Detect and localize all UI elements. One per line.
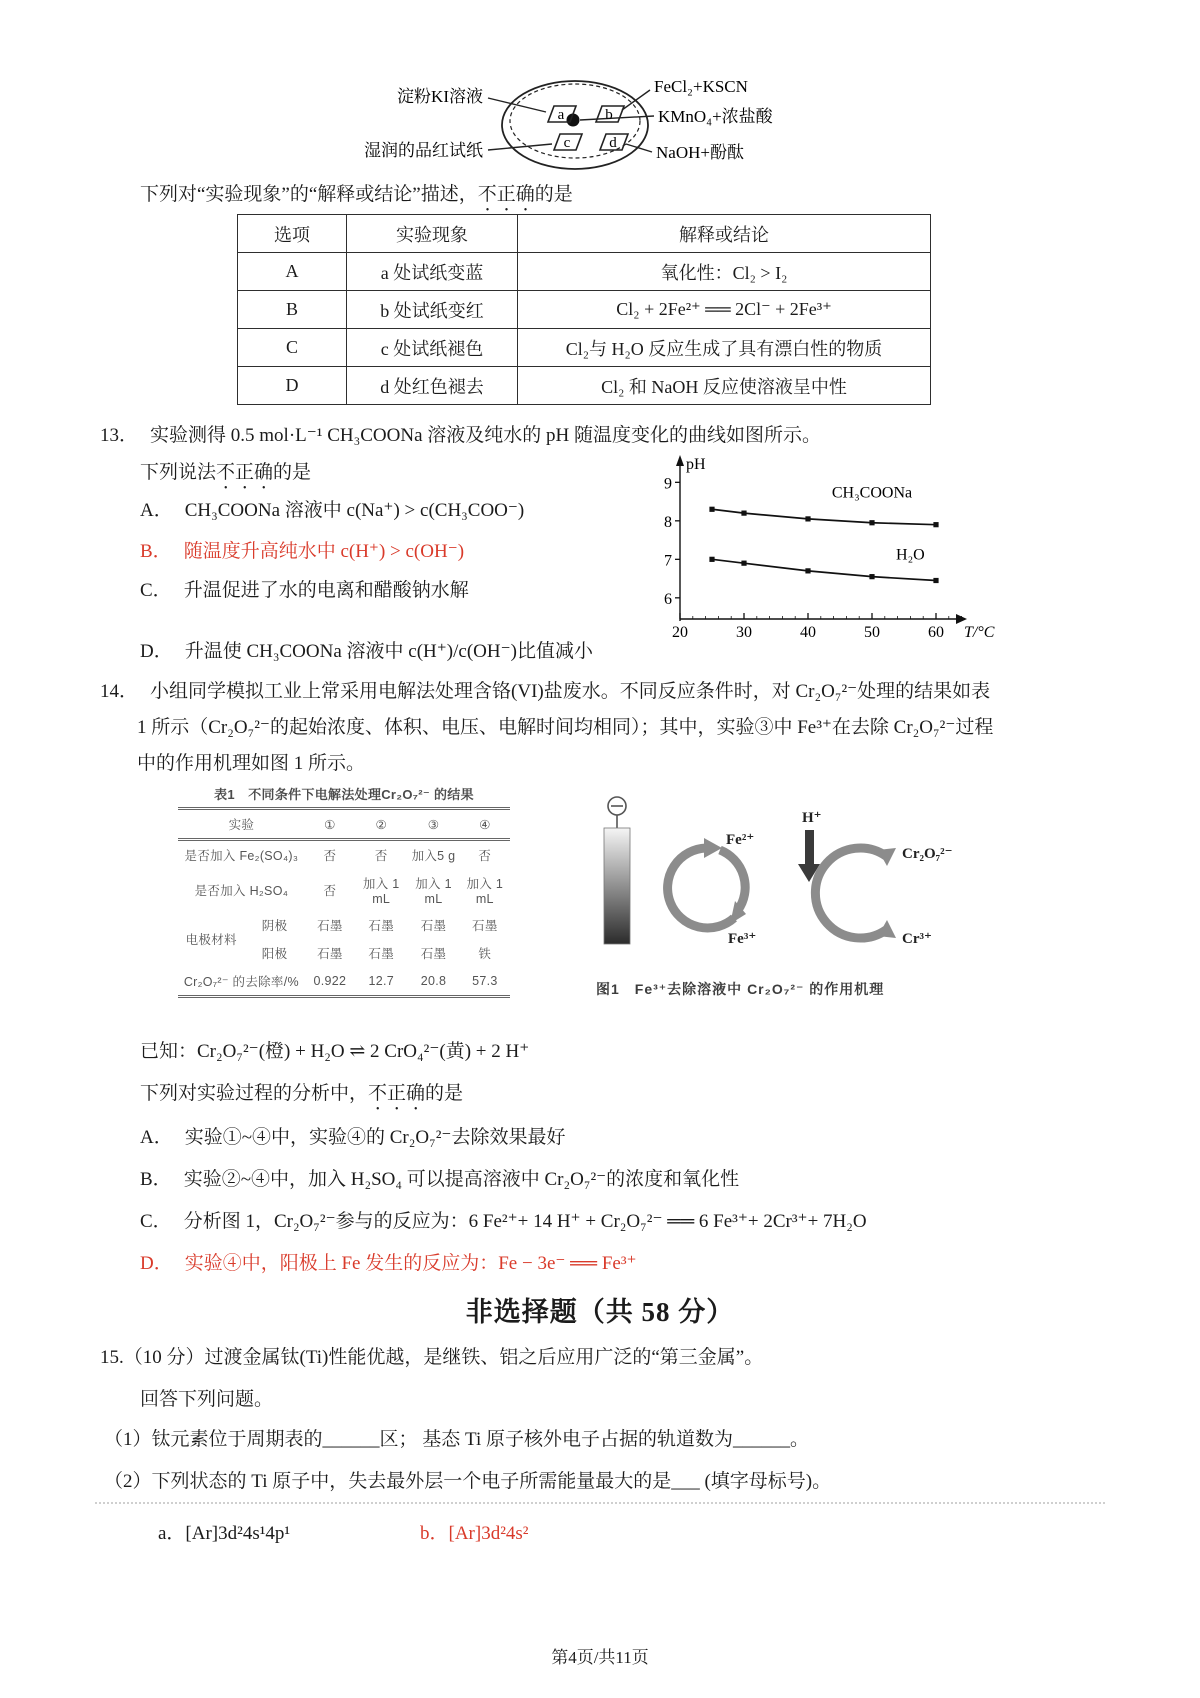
q13-stem-text: 实验测得 0.5 mol·L⁻¹ CH₃COONa 溶液及纯水的 pH 随温度变化的曲线如图所示。 — [150, 425, 821, 446]
q15-item2: （2）下列状态的 Ti 原子中，失去最外层一个电子所需能量最大的是___ (填字母标号)。 — [104, 1471, 832, 1492]
svg-text:40: 40 — [800, 624, 816, 641]
label-starch-ki: 淀粉KI溶液 — [397, 87, 483, 106]
cr2o7-label: Cr₂O₇²⁻ — [902, 846, 953, 862]
q14-prompt-before: 下列对实验过程的分析中， — [140, 1083, 369, 1104]
q12-prompt-before: 下列对“实验现象”的“解释或结论”描述， — [140, 184, 478, 205]
cell: 加入 1 mL — [415, 877, 452, 906]
cell: 石墨 — [368, 947, 394, 961]
cr3-label: Cr³⁺ — [902, 931, 932, 947]
q13-prompt-before: 下列说法 — [140, 462, 217, 483]
row-label: Cr₂O₇²⁻ 的去除率/% — [183, 975, 299, 989]
option-text: 升温使 CH₃COONa 溶液中 c(H⁺)/c(OH⁻)比值减小 — [184, 641, 593, 662]
spot-d-label: d — [609, 135, 617, 151]
table-row — [238, 253, 931, 291]
q14-prompt-emphasis: 不正确 — [368, 1083, 426, 1104]
cell-phenomenon-c: c 处试纸褪色 — [347, 329, 518, 367]
q15-option-a: a．[Ar]3d²4s¹4p¹ — [158, 1523, 291, 1544]
option-text: CH₃COONa 溶液中 c(Na⁺) > c(CH₃COO⁻) — [184, 500, 525, 521]
fe2-label: Fe²⁺ — [726, 832, 755, 848]
q14-prompt-after: 的是 — [425, 1083, 464, 1104]
table1-row-h2so4 — [178, 869, 510, 911]
table1-col-3: ③ — [407, 809, 459, 840]
cell: 否 — [374, 849, 388, 863]
fig1-figure — [588, 788, 1013, 999]
q13-number: 13． — [100, 425, 139, 446]
table-row — [238, 329, 931, 367]
option-text: 实验①~④中，实验④的 Cr₂O₇²⁻去除效果最好 — [184, 1127, 566, 1148]
dotted-separator — [95, 1502, 1105, 1504]
row-label: 是否加入 H₂SO₄ — [194, 884, 289, 898]
table1 — [178, 807, 510, 998]
cell: 否 — [478, 849, 492, 863]
ph-chart — [650, 443, 995, 655]
q12-prompt — [140, 183, 573, 216]
q14-number: 14． — [100, 681, 139, 702]
col-header-explanation: 解释或结论 — [518, 215, 931, 253]
table1-header-row — [178, 809, 510, 840]
cell: 12.7 — [368, 974, 394, 988]
q14-known-equation: 已知：Cr₂O₇²⁻(橙) + H₂O ⇌ 2 CrO₄²⁻(黄) + 2 H⁺ — [140, 1041, 530, 1062]
option-text: 升温促进了水的电离和醋酸钠水解 — [183, 580, 469, 601]
q12-answer-table — [237, 214, 931, 405]
option-label: C． — [140, 580, 172, 601]
cell-phenomenon-d: d 处红色褪去 — [347, 367, 518, 405]
apparatus-diagram — [330, 68, 810, 182]
svg-text:8: 8 — [664, 513, 672, 531]
row-label: 阳极 — [261, 947, 288, 961]
option-label: A． — [140, 1127, 173, 1148]
fig1-diagram — [588, 788, 1008, 966]
cell: 否 — [323, 849, 337, 863]
col-header-phenomenon: 实验现象 — [347, 215, 518, 253]
cell: 石墨 — [368, 919, 394, 933]
cell-phenomenon-a: a 处试纸变蓝 — [347, 253, 518, 291]
option-label: A． — [140, 500, 173, 521]
table1-row-cathode — [178, 911, 510, 939]
q14-option-d — [140, 1252, 637, 1276]
q14-stem-line3: 中的作用机理如图 1 所示。 — [137, 753, 366, 774]
svg-text:pH: pH — [686, 456, 706, 473]
label-kmno4-hcl: KMnO₄+浓盐酸 — [658, 107, 773, 126]
option-text: 实验②~④中，加入 H₂SO₄ 可以提高溶液中 Cr₂O₇²⁻的浓度和氧化性 — [183, 1169, 740, 1190]
cell-option-a: A — [238, 253, 347, 291]
cell: 石墨 — [317, 919, 343, 933]
cell: 57.3 — [472, 974, 498, 988]
svg-text:60: 60 — [928, 624, 944, 641]
q15-line2: 回答下列问题。 — [140, 1389, 274, 1410]
q13-prompt — [140, 461, 311, 494]
q15-stem: 15.（10 分）过渡金属钛(Ti)性能优越，是继铁、铝之后应用广泛的“第三金属”。 — [100, 1347, 764, 1368]
cell-explanation-b: Cl₂ + 2Fe²⁺ ══ 2Cl⁻ + 2Fe³⁺ — [518, 291, 931, 329]
option-text: 随温度升高纯水中 c(H⁺) > c(OH⁻) — [183, 541, 465, 562]
table-header-row — [238, 215, 931, 253]
svg-text:20: 20 — [672, 624, 688, 641]
cell-explanation-d: Cl₂ 和 NaOH 反应使溶液呈中性 — [518, 367, 931, 405]
row-label: 阴极 — [261, 919, 288, 933]
q14-stem-line1 — [100, 680, 990, 704]
cell-option-b: B — [238, 291, 347, 329]
option-text: 实验④中，阳极上 Fe 发生的反应为：Fe − 3e⁻ ══ Fe³⁺ — [184, 1253, 637, 1274]
option-label: B． — [140, 541, 172, 562]
q13-option-b — [140, 540, 464, 564]
table-row — [238, 291, 931, 329]
cell: 石墨 — [420, 919, 447, 933]
table1-col-1: ① — [305, 809, 355, 840]
spot-c-label: c — [563, 135, 571, 151]
option-label: B． — [140, 1169, 172, 1190]
svg-text:CH₃COONa: CH₃COONa — [831, 484, 913, 502]
table1-row-removal — [178, 967, 510, 997]
col-header-option: 选项 — [238, 215, 347, 253]
cell-phenomenon-b: b 处试纸变红 — [347, 291, 518, 329]
option-text: 分析图 1，Cr₂O₇²⁻参与的反应为：6 Fe²⁺+ 14 H⁺ + Cr₂O₇²⁻ ══ 6 Fe³⁺+ 2Cr³⁺+ 7H₂O — [183, 1211, 867, 1232]
fe3-label: Fe³⁺ — [728, 931, 757, 947]
cell: 否 — [323, 884, 337, 898]
cell: 加入5 g — [411, 849, 456, 863]
q13-option-c — [140, 579, 469, 603]
table1-title: 表1 不同条件下电解法处理Cr₂O₇²⁻ 的结果 — [214, 787, 474, 802]
svg-text:9: 9 — [664, 475, 672, 493]
table1-row-fe2so43 — [178, 840, 510, 870]
h-plus-label: H⁺ — [802, 810, 822, 826]
fe-cycle-arrowhead-top — [704, 838, 722, 858]
table1-figure — [178, 784, 510, 998]
label-moist-fuchsin: 湿润的品红试纸 — [364, 141, 483, 160]
page-footer: 第4页/共11页 — [551, 1648, 649, 1667]
option-label: D． — [140, 641, 173, 662]
label-fecl2-kscn: FeCl₂+KSCN — [654, 77, 748, 96]
svg-text:30: 30 — [736, 624, 752, 641]
electrode-group-label: 电极材料 — [185, 933, 237, 947]
q15-item1: （1）钛元素位于周期表的______区； 基态 Ti 原子核外电子占据的轨道数为______。 — [104, 1429, 809, 1450]
q12-prompt-emphasis: 不正确 — [477, 184, 535, 205]
leader-line-c — [488, 144, 552, 150]
q13-option-a — [140, 499, 524, 523]
svg-text:50: 50 — [864, 624, 880, 641]
option-label: C． — [140, 1211, 172, 1232]
section-heading: 非选择题（共 58 分） — [465, 1297, 735, 1327]
cell: 铁 — [478, 947, 492, 961]
option-label: D． — [140, 1253, 173, 1274]
table1-col-4: ④ — [460, 809, 510, 840]
svg-text:6: 6 — [664, 590, 672, 608]
leader-line-a — [488, 98, 546, 112]
q15-option-b: b．[Ar]3d²4s² — [420, 1523, 529, 1544]
h-plus-arrow-shaft — [805, 830, 814, 864]
q14-option-a — [140, 1126, 565, 1150]
q13-option-d — [140, 640, 593, 664]
cell: 石墨 — [317, 947, 343, 961]
spot-b-label: b — [605, 107, 613, 123]
table-row — [238, 367, 931, 405]
q13-prompt-emphasis: 不正确 — [216, 462, 274, 483]
svg-text:T/°C: T/°C — [964, 624, 995, 641]
cell: 加入 1 mL — [466, 877, 504, 906]
leader-line-center — [580, 116, 654, 120]
q12-prompt-after: 的是 — [534, 184, 573, 205]
cell: 石墨 — [472, 919, 498, 933]
cell: 20.8 — [420, 974, 447, 988]
svg-text:7: 7 — [664, 552, 672, 570]
table1-header-label: 实验 — [178, 809, 305, 840]
cell: 0.922 — [313, 974, 347, 988]
q14-prompt — [140, 1082, 463, 1115]
q14-stem-line2: 1 所示（Cr₂O₇²⁻的起始浓度、体积、电压、电解时间均相同）；其中，实验③中 Fe³⁺在去除 Cr₂O₇²⁻过程 — [137, 717, 994, 738]
table1-col-2: ② — [355, 809, 407, 840]
row-label: 是否加入 Fe₂(SO₄)₃ — [184, 849, 299, 863]
spot-a-label: a — [557, 107, 565, 123]
cr-cycle-arc — [815, 848, 886, 938]
svg-text:H₂O: H₂O — [896, 546, 925, 564]
fig1-caption: 图1 Fe³⁺去除溶液中 Cr₂O₇²⁻ 的作用机理 — [596, 981, 885, 997]
cell-option-d: D — [238, 367, 347, 405]
label-naoh-phenolphthalein: NaOH+酚酞 — [656, 143, 744, 162]
q14-option-b — [140, 1168, 739, 1192]
q14-option-c — [140, 1210, 867, 1234]
stem-text: 小组同学模拟工业上常采用电解法处理含铬(VI)盐废水。不同反应条件时，对 Cr₂O₇²⁻处理的结果如表 — [150, 681, 991, 702]
cell-option-c: C — [238, 329, 347, 367]
cell: 加入 1 mL — [362, 877, 400, 906]
cell-explanation-c: Cl₂与 H₂O 反应生成了具有漂白性的物质 — [518, 329, 931, 367]
electrode-bar — [604, 828, 630, 944]
cell-explanation-a: 氧化性：Cl₂ > I₂ — [518, 253, 931, 291]
cell: 石墨 — [420, 947, 447, 961]
q13-prompt-after: 的是 — [273, 462, 312, 483]
